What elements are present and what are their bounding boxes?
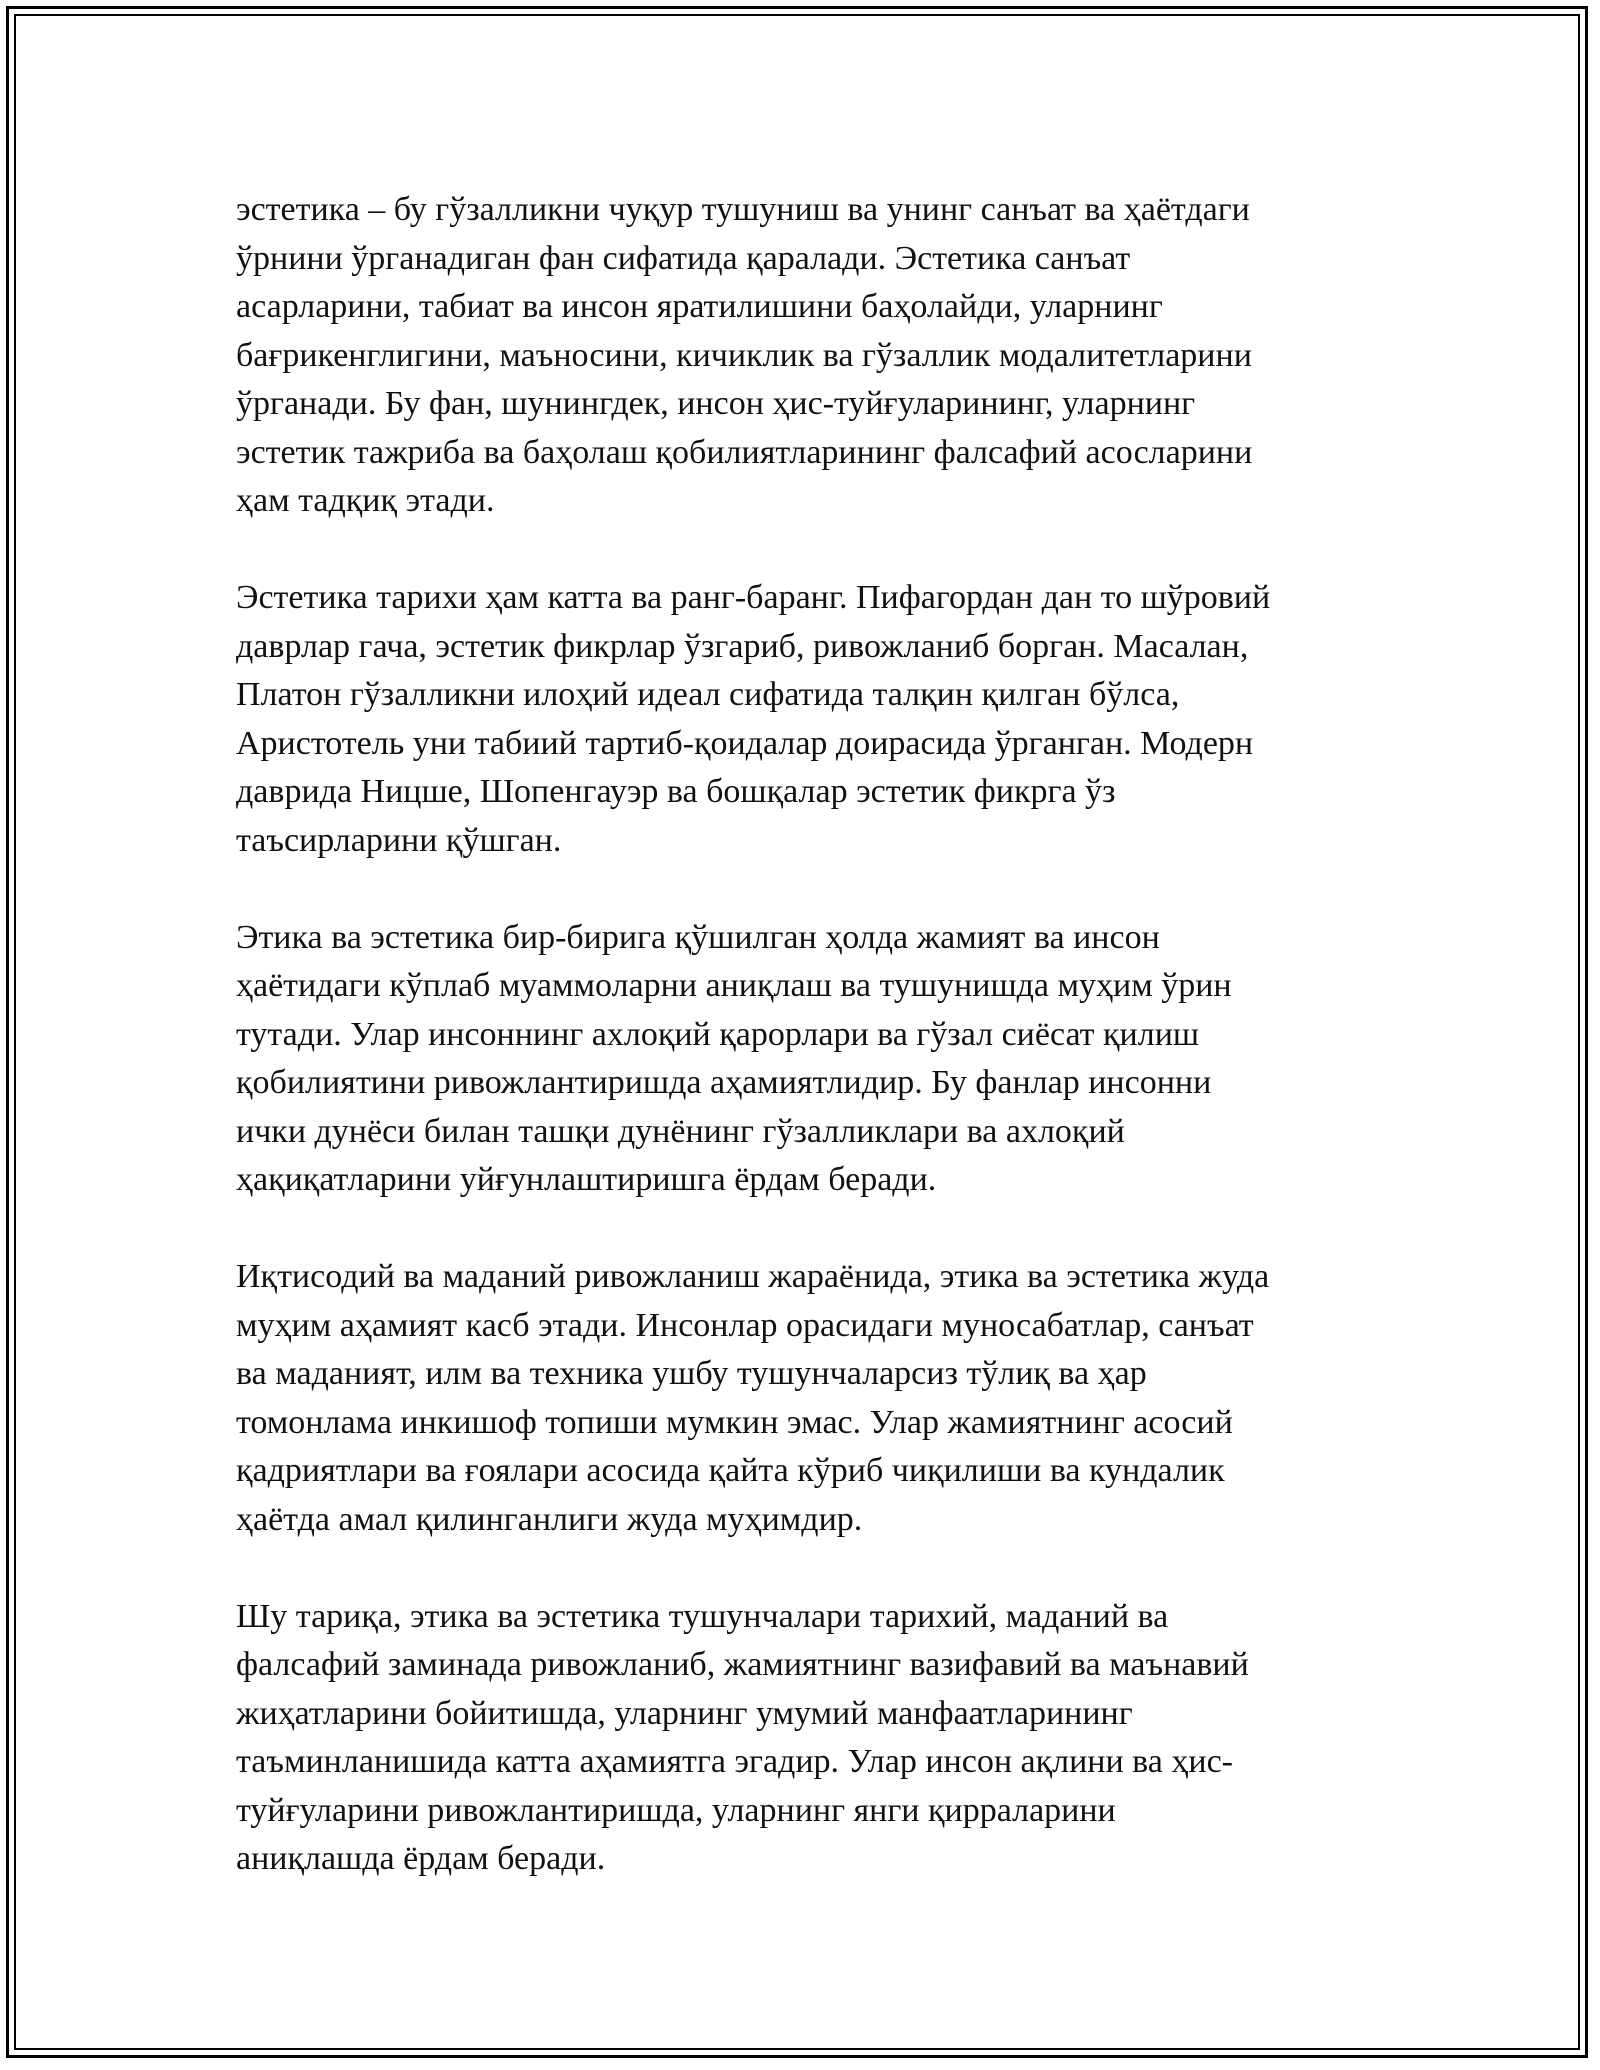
document-body bbox=[236, 186, 1376, 1932]
paragraph-2: Эстетика тарихи ҳам катта ва ранг-баранг. Пифагордан дан то шўровий даврлар гача, эстетик фикрлар ўзгариб, ривожланиб борган. Масалан, Платон гўзалликни илоҳий идеал сифатида талқин қилган бўлса, Аристотель уни табиий тартиб-қоидалар доирасида ўрганган. Модерн даврида Ницше, Шопенгауэр ва бошқалар эстетик фикрга ўз таъсирларини қўшган. bbox=[236, 579, 1271, 859]
paragraph-3: Этика ва эстетика бир-бирига қўшилган ҳолда жамият ва инсон ҳаётидаги кўплаб муаммоларни аниқлаш ва тушунишда муҳим ўрин тутади. Улар инсоннинг ахлоқий қарорлари ва гўзал сиёсат қилиш қобилиятини ривожлантиришда аҳамиятлидир. Бу фанлар инсонни ички дунёси билан ташқи дунёнинг гўзалликлари ва ахлоқий ҳақиқатларини уйғунлаштиришга ёрдам беради. bbox=[236, 918, 1232, 1198]
paragraph-1: эстетика – бу гўзалликни чуқур тушуниш ва унинг санъат ва ҳаётдаги ўрнини ўрганадиган фан сифатида қаралади. Эстетика санъат асарларини, табиат ва инсон яратилишини баҳолайди, уларнинг бағрикенглигини, маъносини, кичиклик ва гўзаллик модалитетларини ўрганади. Бу фан, шунингдек, инсон ҳис-туйғуларининг, уларнинг эстетик тажриба ва баҳолаш қобилиятларининг фалсафий асосларини ҳам тадқиқ этади. bbox=[236, 191, 1253, 519]
paragraph-4: Иқтисодий ва маданий ривожланиш жараёнида, этика ва эстетика жуда муҳим аҳамият касб этади. Инсонлар орасидаги муносабатлар, санъат ва маданият, илм ва техника ушбу тушунчаларсиз тўлиқ ва ҳар томонлама инкишоф топиши мумкин эмас. Улар жамиятнинг асосий қадриятлари ва ғоялари асосида қайта кўриб чиқилиши ва кундалик ҳаётда амал қилинганлиги жуда муҳимдир. bbox=[236, 1258, 1270, 1538]
paragraph-5: Шу тариқа, этика ва эстетика тушунчалари тарихий, маданий ва фалсафий заминада ривожланиб, жамиятнинг вазифавий ва маънавий жиҳатларини бойитишда, уларнинг умумий манфаатларининг таъминланишида катта аҳамиятга эгадир. Улар инсон ақлини ва ҳис- туйғуларини ривожлантиришда, уларнинг янги қирраларини аниқлашда ёрдам беради. bbox=[236, 1597, 1249, 1877]
